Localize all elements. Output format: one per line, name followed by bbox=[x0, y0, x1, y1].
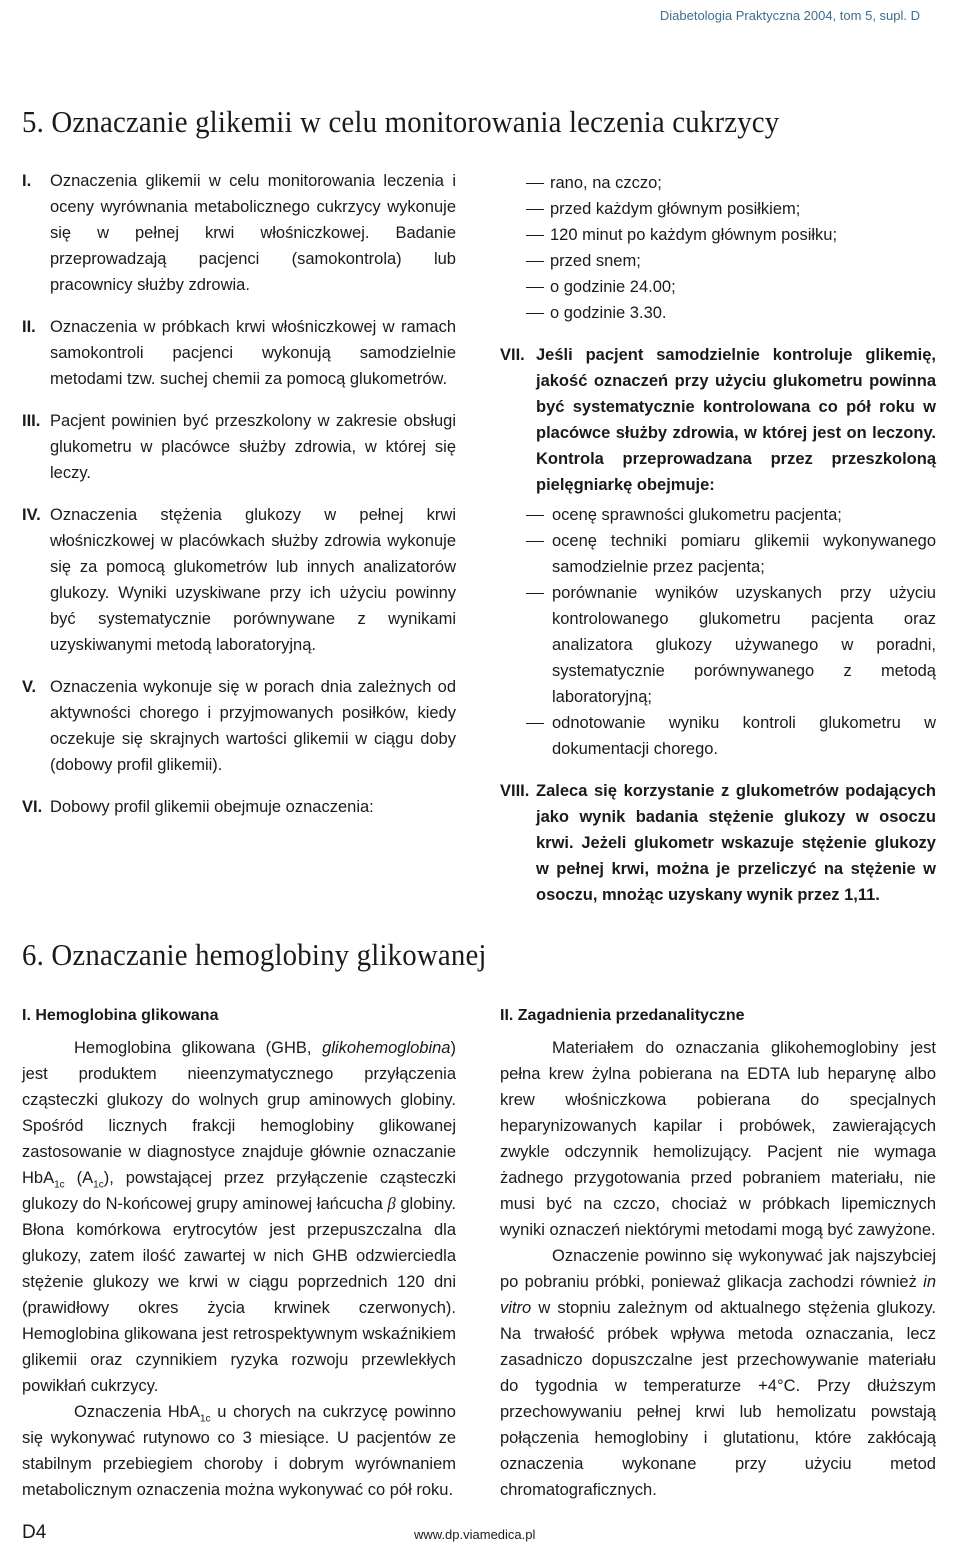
subsection-heading: II. Zagadnienia przedanalityczne bbox=[500, 1007, 745, 1024]
list-item: o godzinie 24.00; bbox=[500, 274, 936, 300]
item-number: III. bbox=[22, 412, 41, 430]
item-text: Zaleca się korzystanie z glukometrów podających jako wynik badania stężenie glukozy w osoczu krwi. Jeżeli glukometr wskazuje stężenie glukozy w pełnej krwi, można je przeliczyć na stężenie w osoczu, mnożąc uzyskany wynik przez 1,11. bbox=[536, 782, 936, 904]
item-number: VIII. bbox=[500, 782, 530, 800]
item-text: Oznaczenia stężenia glukozy w pełnej krwi włośniczkowej w placówkach służby zdrowia wykonuje się za pomocą glukometrów lub innych analizatorów glukozy. Wyniki uzyskiwane przy ich użyciu powinny być systematycznie porównywane z wynikami uzyskiwanymi metodą laboratoryjną. bbox=[50, 506, 456, 654]
item-number: IV. bbox=[22, 506, 41, 524]
running-header: Diabetologia Praktyczna 2004, tom 5, supl. D bbox=[659, 8, 920, 23]
footer-url: www.dp.viamedica.pl bbox=[414, 1527, 536, 1542]
paragraph bbox=[500, 1243, 936, 1503]
item-text: Oznaczenia w próbkach krwi włośniczkowej w ramach samokontroli pacjenci wykonują samodzielnie metodami tzw. suchej chemii za pomocą glukometrów. bbox=[50, 318, 456, 388]
subsection-heading: I. Hemoglobina glikowana bbox=[22, 1007, 219, 1024]
glycemic-profile-list bbox=[500, 170, 936, 326]
italic-term: in vitro bbox=[500, 1273, 936, 1317]
section-5-left-column bbox=[22, 168, 456, 836]
item-vi bbox=[22, 794, 456, 820]
page-number: D4 bbox=[22, 1522, 47, 1543]
text-run: Hemoglobina glikowana (GHB, bbox=[74, 1039, 323, 1057]
paragraph bbox=[22, 1035, 456, 1399]
item-iv bbox=[22, 502, 456, 658]
text-run: globiny. Błona komórkowa erytrocytów jest przepuszczalna dla glukozy, zatem ilość zawartej w nich GHB odzwierciedla stężenie glukozy we krwi w ciągu poprzednich 120 dni (prawidłowy okres życia krwinek czerwonych). Hemoglobina glikowana jest retrospektywnym wskaźnikiem glikemii oraz czynnikiem ryzyka rozwoju przewlekłych powikłań cukrzycy. bbox=[22, 1195, 456, 1395]
text-run: (A bbox=[64, 1169, 94, 1187]
item-v bbox=[22, 674, 456, 778]
control-list bbox=[500, 502, 936, 762]
item-iii bbox=[22, 408, 456, 486]
paragraph: Materiałem do oznaczania glikohemoglobiny jest pełna krew żylna pobierana na EDTA lub heparynę albo krew włośniczkowa pobierana do specjalnych heparynizowanych kapilar i probówek, zawierających zwykle odczynnik hemolizujący. Pacjent nie wymaga żadnego przygotowania przed pobraniem materiału, nie musi być na czczo, chociaż w próbkach lipemicznych wyniki oznaczeń niektórymi metodami mogą być zawyżone. bbox=[500, 1039, 936, 1239]
list-item: 120 minut po każdym głównym posiłku; bbox=[500, 222, 936, 248]
text-run: Oznaczenia HbA bbox=[74, 1403, 200, 1421]
list-item: ocenę techniki pomiaru glikemii wykonywanego samodzielnie przez pacjenta; bbox=[500, 528, 936, 580]
list-item: przed snem; bbox=[500, 248, 936, 274]
item-number: V. bbox=[22, 678, 37, 696]
beta-symbol: β bbox=[387, 1194, 396, 1213]
list-item: porównanie wyników uzyskanych przy użyciu kontrolowanego glukometru pacjenta oraz analizatora glukozy używanego w poradni, systematycznie porównywanego z metodą laboratoryjną; bbox=[500, 580, 936, 710]
section-6-right-column bbox=[500, 1003, 936, 1503]
italic-term: glikohemoglobina bbox=[322, 1039, 451, 1057]
item-number: VII. bbox=[500, 346, 525, 364]
item-text: Dobowy profil glikemii obejmuje oznaczenia: bbox=[50, 798, 374, 816]
text-run: Oznaczenie powinno się wykonywać jak najszybciej po pobraniu próbki, ponieważ glikacja zachodzi również bbox=[500, 1247, 936, 1291]
list-item: przed każdym głównym posiłkiem; bbox=[500, 196, 936, 222]
list-item: ocenę sprawności glukometru pacjenta; bbox=[500, 502, 936, 528]
text-run: w stopniu zależnym od aktualnego stężenia glukozy. Na trwałość próbek wpływa metoda oznaczania, lecz zasadniczo dopuszczalne jest przechowywanie materiału do tygodnia w temperaturze +4°C. Przy dłuższym przechowywaniu pełnej krwi lub hemolizatu powstają połączenia hemoglobiny i glutationu, które zakłócają oznaczenia wykonane przy użyciu metod chromatograficznych. bbox=[500, 1299, 936, 1499]
item-number: II. bbox=[22, 318, 36, 336]
section-6-left-column bbox=[22, 1003, 456, 1503]
section-6-title: 6. Oznaczanie hemoglobiny glikowanej bbox=[22, 937, 487, 972]
list-item: rano, na czczo; bbox=[500, 170, 936, 196]
subscript: 1c bbox=[199, 1413, 211, 1425]
item-i bbox=[22, 168, 456, 298]
item-viii bbox=[500, 778, 936, 908]
text-run: u chorych na cukrzycę powinno się wykonywać rutynowo co 3 miesiące. U pacjentów ze stabilnym przebiegiem choroby i dobrym wyrównaniem metabolicznym oznaczenia można wykonywać co pół roku. bbox=[22, 1403, 456, 1499]
text-run: ) jest produktem nieenzymatycznego przyłączenia cząsteczki glukozy do wolnych grup aminowych globiny. Spośród licznych frakcji hemoglobiny glikowanej zastosowanie w diagnostyce znajduje głównie oznaczanie HbA bbox=[22, 1039, 456, 1187]
item-number: I. bbox=[22, 172, 32, 190]
item-ii bbox=[22, 314, 456, 392]
item-number: VI. bbox=[22, 798, 43, 816]
text-run: ), powstającej przez przyłączenie cząsteczki glukozy do N-końcowej grupy aminowej łańcucha bbox=[22, 1169, 456, 1213]
subscript: 1c bbox=[93, 1179, 104, 1191]
item-text: Pacjent powinien być przeszkolony w zakresie obsługi glukometru w placówce służby zdrowia, w której się leczy. bbox=[50, 412, 456, 482]
paragraph bbox=[22, 1399, 456, 1503]
list-item: odnotowanie wyniku kontroli glukometru w dokumentacji chorego. bbox=[500, 710, 936, 762]
item-text: Jeśli pacjent samodzielnie kontroluje glikemię, jakość oznaczeń przy użyciu glukometru powinna być systematycznie kontrolowana co pół roku w placówce służby zdrowia, w której jest on leczony. Kontrola przeprowadzana przez przeszkoloną pielęgniarkę obejmuje: bbox=[536, 346, 936, 494]
item-text: Oznaczenia wykonuje się w porach dnia zależnych od aktywności chorego i przyjmowanych posiłków, kiedy oczekuje się skrajnych wartości glikemii w ciągu doby (dobowy profil glikemii). bbox=[50, 678, 456, 774]
item-vii bbox=[500, 342, 936, 498]
section-5-title: 5. Oznaczanie glikemii w celu monitorowania leczenia cukrzycy bbox=[22, 104, 780, 139]
list-item: o godzinie 3.30. bbox=[500, 300, 936, 326]
item-text: Oznaczenia glikemii w celu monitorowania leczenia i oceny wyrównania metabolicznego cukrzycy wykonuje się w pełnej krwi włośniczkowej. Badanie przeprowadzają pacjenci (samokontrola) lub pracownicy służby zdrowia. bbox=[50, 172, 456, 294]
section-5-right-column bbox=[500, 170, 936, 924]
subscript: 1c bbox=[54, 1179, 65, 1191]
